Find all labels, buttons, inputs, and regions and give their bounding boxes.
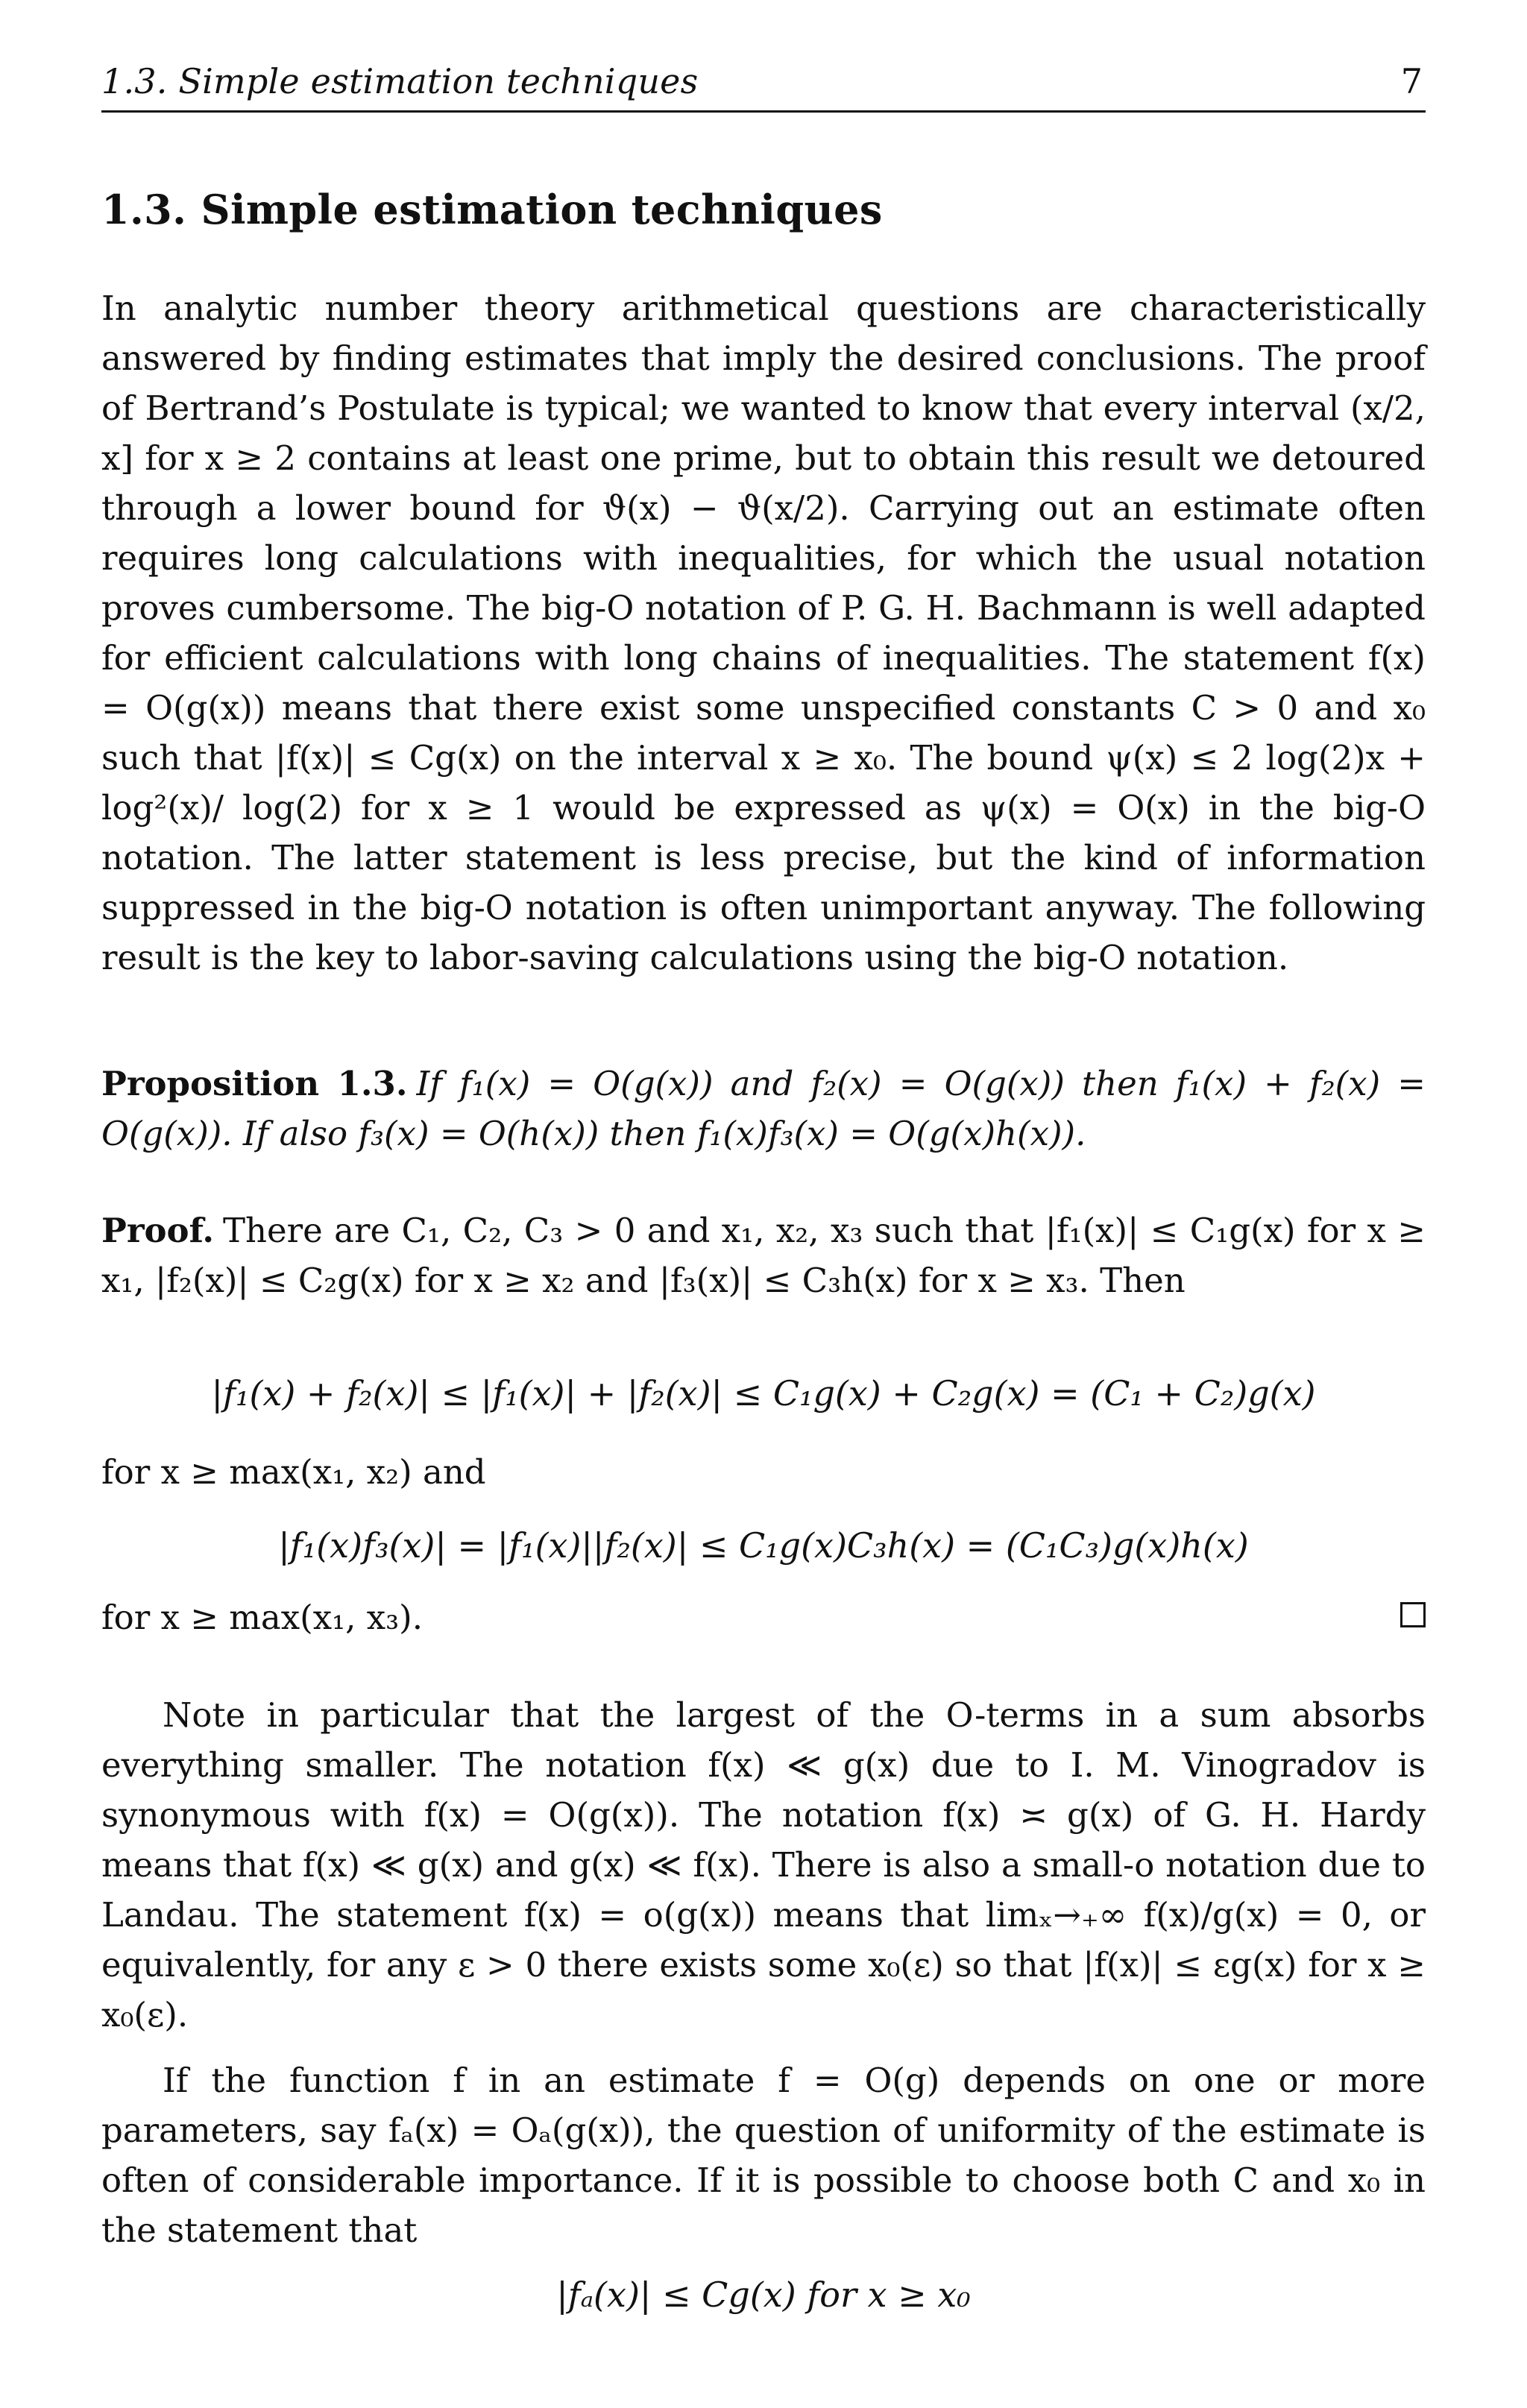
- uniform-bound-equation: |fₐ(x)| ≤ Cg(x) for x ≥ x₀: [556, 2275, 971, 2315]
- proposition-label: Proposition 1.3.: [101, 1064, 408, 1103]
- running-title: 1.3. Simple estimation techniques: [101, 61, 699, 101]
- proposition-block: [101, 1059, 1426, 1159]
- proof-text: There are C₁, C₂, C₃ > 0 and x₁, x₂, x₃ such that |f₁(x)| ≤ C₁g(x) for x ≥ x₁, |f₂(x)| ≤ C₂g(x) for x ≥ x₂ and |f₃(x)| ≤ C₃h(x) for x ≥ x₃. Then: [101, 1211, 1426, 1300]
- proof-block: [101, 1205, 1426, 1305]
- uniformity-paragraph: If the function f in an estimate f = O(g) depends on one or more parameters, say fₐ(x) = Oₐ(g(x)), the question of uniformity of the estimate is often of considerable importance. If it is possible to choose both C and x₀ in the statement that: [101, 2061, 1426, 2250]
- page-number: 7: [1400, 61, 1423, 101]
- qed-box-icon: [1400, 1602, 1426, 1627]
- running-head: [101, 45, 1426, 113]
- section-title: 1.3. Simple estimation techniques: [101, 186, 883, 233]
- product-condition: for x ≥ max(x₁, x₃).: [101, 1598, 423, 1637]
- sum-bound-equation: |f₁(x) + f₂(x)| ≤ |f₁(x)| + |f₂(x)| ≤ C₁g(x) + C₂g(x) = (C₁ + C₂)g(x): [211, 1373, 1316, 1413]
- sum-condition: for x ≥ max(x₁, x₂) and: [101, 1452, 486, 1492]
- proof-label: Proof.: [101, 1211, 214, 1250]
- intro-paragraph: In analytic number theory arithmetical questions are characteristically answered by finding estimates that imply the desired conclusions. The proof of Bertrand’s Postulate is typical; we wanted to know that every interval (x/2, x] for x ≥ 2 contains at least one prime, but to obtain this result we detoured through a lower bound for ϑ(x) − ϑ(x/2). Carrying out an estimate often requires long calculations with inequalities, for which the usual notation proves cumbersome. The big-O notation of P. G. H. Bachmann is well adapted for efficient calculations with long chains of inequalities. The statement f(x) = O(g(x)) means that there exist some unspecified constants C > 0 and x₀ such that |f(x)| ≤ Cg(x) on the interval x ≥ x₀. The bound ψ(x) ≤ 2 log(2)x + log²(x)/ log(2) for x ≥ 1 would be expressed as ψ(x) = O(x) in the big-O notation. The latter statement is less precise, but the kind of information suppressed in the big-O notation is often unimportant anyway. The following result is the key to labor-saving calculations using the big-O notation.: [101, 289, 1426, 977]
- note-paragraph: Note in particular that the largest of the O-terms in a sum absorbs everything smaller. The notation f(x) ≪ g(x) due to I. M. Vinogradov is synonymous with f(x) = O(g(x)). The notation f(x) ≍ g(x) of G. H. Hardy means that f(x) ≪ g(x) and g(x) ≪ f(x). There is also a small-o notation due to Landau. The statement f(x) = o(g(x)) means that limₓ→₊∞ f(x)/g(x) = 0, or equivalently, for any ε > 0 there exists some x₀(ε) so that |f(x)| ≤ εg(x) for x ≥ x₀(ε).: [101, 1695, 1426, 2034]
- product-bound-equation: |f₁(x)f₃(x)| = |f₁(x)||f₂(x)| ≤ C₁g(x)C₃h(x) = (C₁C₃)g(x)h(x): [278, 1525, 1249, 1566]
- proposition-text: If f₁(x) = O(g(x)) and f₂(x) = O(g(x)) then f₁(x) + f₂(x) = O(g(x)). If also f₃(x) = O(h(x)) then f₁(x)f₃(x) = O(g(x)h(x)).: [101, 1064, 1426, 1153]
